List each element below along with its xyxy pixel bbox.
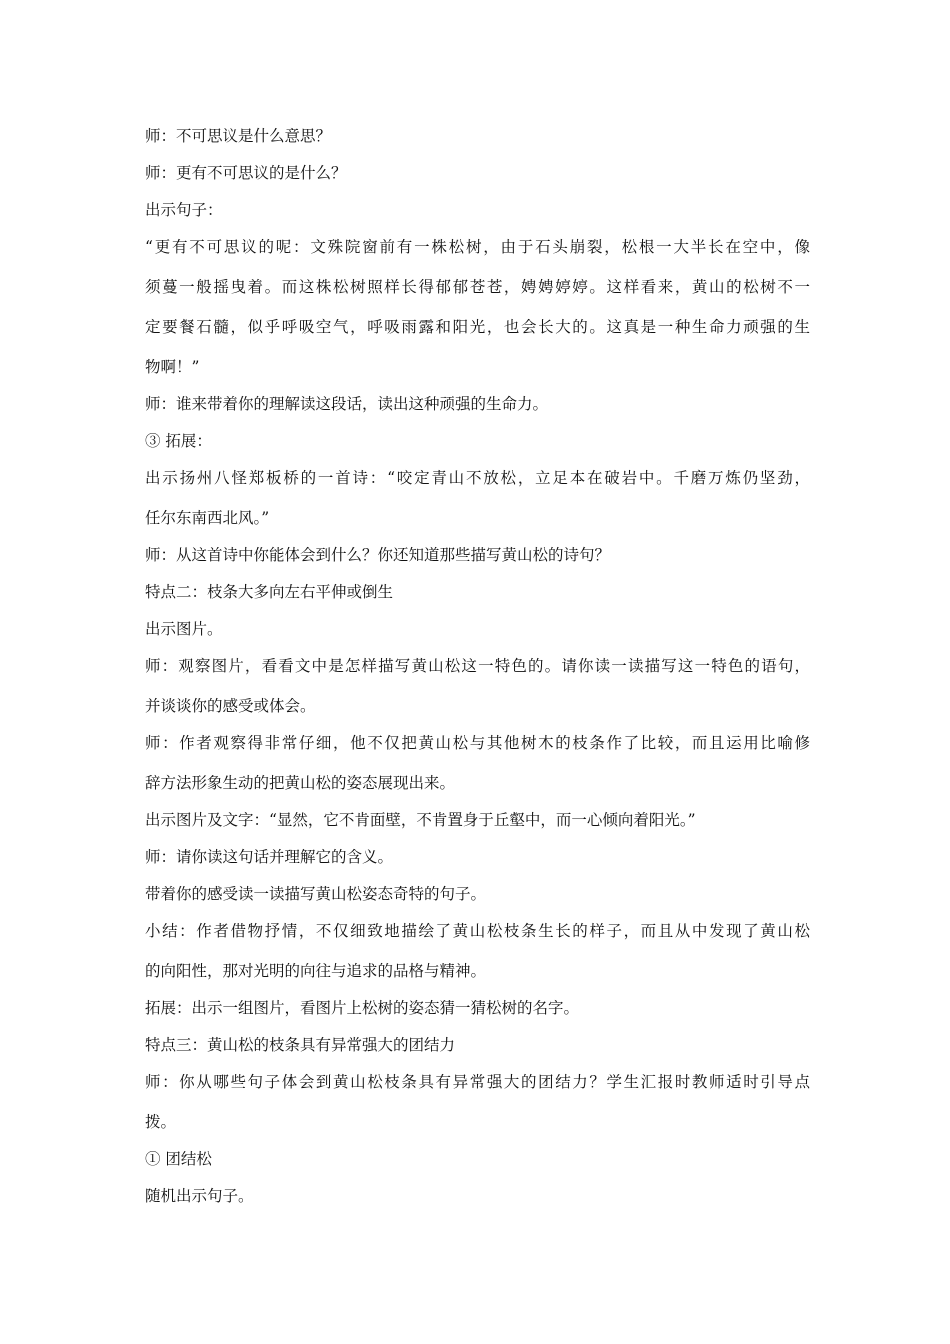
- text-line: 特点二：枝条大多向左右平伸或倒生: [145, 583, 394, 601]
- document-body: [145, 126, 810, 1206]
- text-line: 师：请你读这句话并理解它的含义。: [145, 848, 394, 866]
- text-line: 辞方法形象生动的把黄山松的姿态展现出来。: [145, 774, 456, 792]
- text-line: 物啊！”: [145, 358, 200, 376]
- text-line: 出示扬州八怪郑板桥的一首诗：“咬定青山不放松，立足本在破岩中。千磨万炼仍坚劲，: [145, 469, 810, 487]
- text-line: 师：更有不可思议的是什么？: [145, 164, 347, 182]
- text-line: 出示图片。: [145, 620, 223, 638]
- text-line: 师：观察图片，看看文中是怎样描写黄山松这一特色的。请你读一读描写这一特色的语句，: [145, 657, 810, 675]
- text-line: 师：谁来带着你的理解读这段话，读出这种顽强的生命力。: [145, 395, 549, 413]
- text-line: 师：作者观察得非常仔细，他不仅把黄山松与其他树木的枝条作了比较，而且运用比喻修: [145, 734, 810, 752]
- text-line: 拓展：出示一组图片，看图片上松树的姿态猜一猜松树的名字。: [145, 999, 580, 1017]
- text-line: ③ 拓展：: [145, 432, 212, 450]
- text-line: 任尔东南西北风。”: [145, 509, 270, 527]
- text-line: ① 团结松: [145, 1150, 212, 1168]
- text-line: 师：不可思议是什么意思？: [145, 127, 332, 145]
- text-line: 定要餐石髓，似乎呼吸空气，呼吸雨露和阳光，也会长大的。这真是一种生命力顽强的生: [145, 318, 810, 336]
- text-line: 师：你从哪些句子体会到黄山松枝条具有异常强大的团结力？学生汇报时教师适时引导点: [145, 1073, 810, 1091]
- text-line: 小结：作者借物抒情，不仅细致地描绘了黄山松枝条生长的样子，而且从中发现了黄山松: [145, 922, 810, 940]
- text-line: 出示句子：: [145, 201, 223, 219]
- text-line: 出示图片及文字：“显然，它不肯面壁，不肯置身于丘壑中，而一心倾向着阳光。”: [145, 811, 696, 829]
- text-line: 师：从这首诗中你能体会到什么？你还知道那些描写黄山松的诗句？: [145, 546, 611, 564]
- text-line: 拨。: [145, 1113, 177, 1131]
- text-line: 的向阳性，那对光明的向往与追求的品格与精神。: [145, 962, 487, 980]
- text-line: 特点三：黄山松的枝条具有异常强大的团结力: [145, 1036, 456, 1054]
- text-line: 带着你的感受读一读描写黄山松姿态奇特的句子。: [145, 885, 487, 903]
- text-line: 须蔓一般摇曳着。而这株松树照样长得郁郁苍苍，娉娉婷婷。这样看来，黄山的松树不一: [145, 278, 810, 296]
- text-line: 并谈谈你的感受或体会。: [145, 697, 316, 715]
- text-line: 随机出示句子。: [145, 1187, 254, 1205]
- text-line: “更有不可思议的呢：文殊院窗前有一株松树，由于石头崩裂，松根一大半长在空中，像: [145, 238, 810, 256]
